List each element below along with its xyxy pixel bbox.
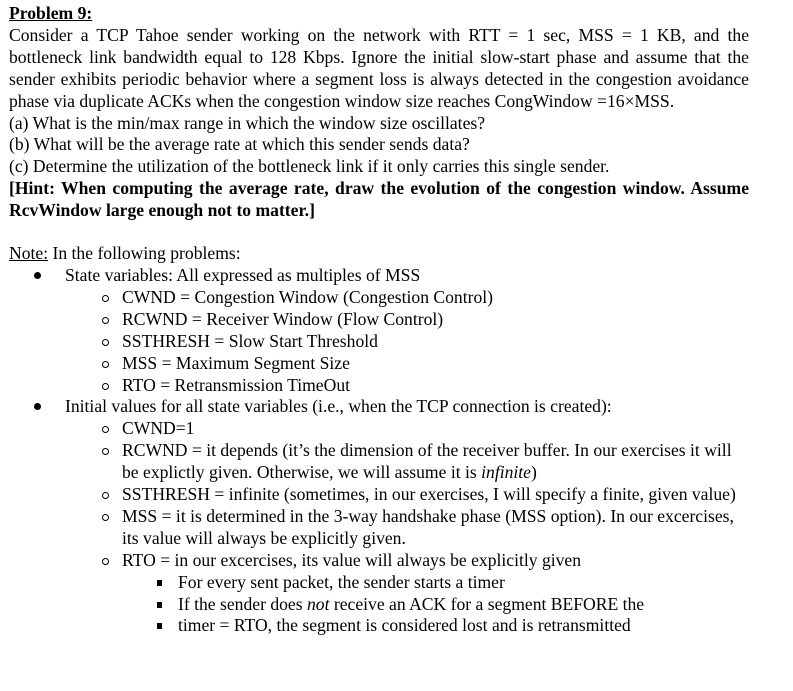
list-item [65,418,749,440]
list-item [122,572,749,594]
problem-title: Problem 9: [9,3,93,23]
bullet-dot-icon [34,272,41,279]
circle-bullet-icon [102,361,109,368]
question-b: (b) What will be the average rate at which this sender sends data? [9,134,470,155]
list-item [65,353,749,375]
note-intro: In the following problems: [48,243,241,264]
initial-values-item [9,396,749,637]
list-item [65,287,749,309]
list-item [65,309,749,331]
rto-sublist [122,572,749,638]
list-item [65,440,749,484]
italic-text: infinite [481,462,531,483]
state-variables-item [9,265,749,396]
state-variables-heading: State variables: All expressed as multiples of MSS [65,264,421,285]
list-item-text: RCWND = Receiver Window (Flow Control) [122,308,444,329]
circle-bullet-icon [102,383,109,390]
question-c: (c) Determine the utilization of the bottleneck link if it only carries this single sender. [9,156,610,177]
list-item-text: CWND = Congestion Window (Congestion Control) [122,286,494,307]
list-item-text: RCWND = it depends (it’s the dimension of the receiver buffer. In our exercises it will be explictly given. Otherwise, we will assume it is [122,440,732,483]
problem-paragraph: Consider a TCP Tahoe sender working on the network with RTT = 1 sec, MSS = 1 KB, and the bottleneck link bandwidth equal to 128 Kbps. Ignore the initial slow-start phase and assume that the sender exhibits periodic behavior where a segment loss is always detected in the congestion avoidance phase via duplicate ACKs when the congestion window size reaches CongWindow =16×MSS. [9,24,749,111]
bullet-dot-icon [34,403,41,410]
list-item-text: SSTHRESH = infinite (sometimes, in our exercises, I will specify a finite, given value) [122,484,736,505]
list-item-text: For every sent packet, the sender starts a timer [178,571,505,592]
initial-values-list [65,418,749,637]
list-item-text: If the sender does [178,593,307,614]
list-item [65,550,749,638]
note-label: Note: [9,243,49,264]
circle-bullet-icon [102,514,109,521]
square-bullet-icon [157,623,162,629]
list-item [65,331,749,353]
list-item-text: MSS = it is determined in the 3-way handshake phase (MSS option). In our excercises, its value will always be explicitly given. [122,505,734,548]
square-bullet-icon [157,580,162,586]
square-bullet-icon [157,602,162,608]
list-item-text: ) [530,462,537,483]
list-item-text: SSTHRESH = Slow Start Threshold [122,330,378,351]
list-item-text: timer = RTO, the segment is considered lost and is retransmitted [178,615,631,636]
question-a: (a) What is the min/max range in which the window size oscillates? [9,112,486,133]
hint: [Hint: When computing the average rate, draw the evolution of the congestion window. Assume RcvWindow large enough not to matter.] [9,178,749,221]
circle-bullet-icon [102,492,109,499]
spacer [9,222,749,243]
list-item-text: MSS = Maximum Segment Size [122,352,350,373]
initial-values-heading: Initial values for all state variables (i.e., when the TCP connection is created): [65,396,612,417]
italic-text: not [306,593,330,614]
list-item [122,615,749,637]
list-item [65,506,749,550]
list-item [65,484,749,506]
state-variables-list [65,287,749,397]
note-line [9,243,749,265]
note-list [9,265,749,637]
list-item [122,594,749,616]
circle-bullet-icon [102,295,109,302]
circle-bullet-icon [102,426,109,433]
circle-bullet-icon [102,558,109,565]
circle-bullet-icon [102,317,109,324]
circle-bullet-icon [102,339,109,346]
list-item-text: CWND=1 [122,418,195,439]
list-item-text: RTO = in our excercises, its value will always be explicitly given [122,549,582,570]
list-item-text: RTO = Retransmission TimeOut [122,374,351,395]
list-item-text: receive an ACK for a segment BEFORE the [329,593,645,614]
circle-bullet-icon [102,448,109,455]
list-item [65,375,749,397]
